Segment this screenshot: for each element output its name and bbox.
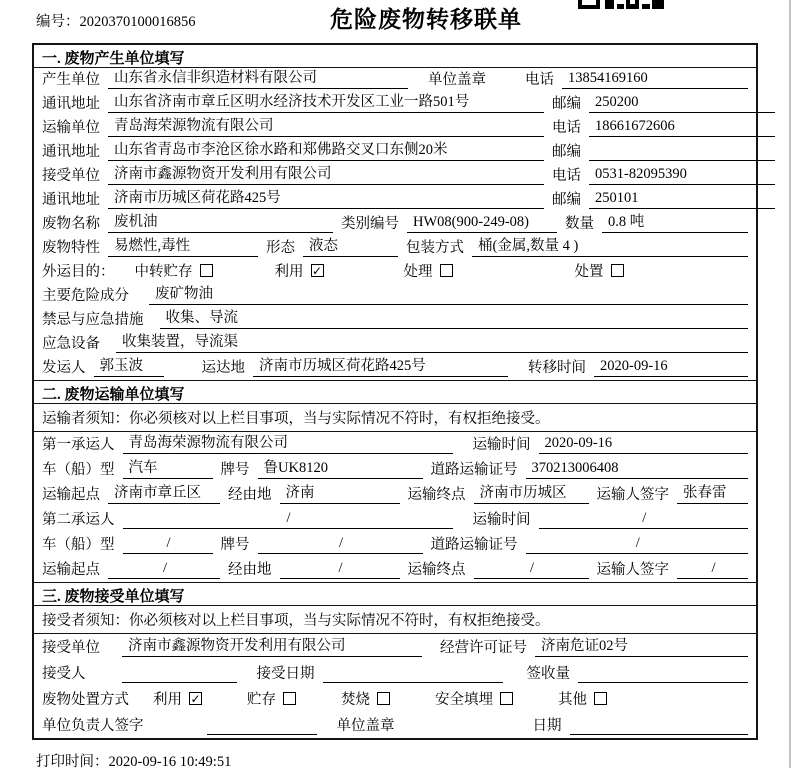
form-row bbox=[34, 236, 756, 260]
checkbox-disposal-other bbox=[558, 688, 607, 709]
page-edge-divider bbox=[789, 0, 791, 768]
field-producer-postcode: 250200 bbox=[589, 94, 775, 113]
field-destination: 济南市历城区荷花路425号 bbox=[253, 354, 508, 377]
form-row bbox=[34, 284, 756, 308]
field-carrier2-date: / bbox=[539, 510, 749, 529]
field-carrier1-plate: 鲁UK8120 bbox=[258, 456, 423, 479]
checkbox-disposal-incinerate bbox=[341, 688, 390, 709]
checkbox-purpose-treat bbox=[404, 260, 453, 281]
field-label: 接受人 bbox=[42, 666, 86, 682]
field-carrier1-signature: 张春雷 bbox=[677, 481, 748, 504]
field-label: 形态 bbox=[266, 240, 295, 256]
form-row bbox=[34, 457, 756, 482]
field-carrier2-endpoint: / bbox=[474, 560, 589, 579]
section-3 bbox=[34, 582, 756, 738]
disposal-utilize-label: 利用 bbox=[153, 692, 182, 708]
field-label: 数量 bbox=[565, 216, 594, 232]
field-label: 运输时间 bbox=[472, 512, 531, 528]
form-row bbox=[34, 212, 756, 236]
qr-code-fragment-icon bbox=[578, 0, 668, 10]
field-waste-packaging: 桶(金属,数量 4 ) bbox=[472, 234, 748, 257]
field-label: 运输起点 bbox=[42, 562, 100, 578]
disposal-incinerate-label: 焚烧 bbox=[341, 692, 370, 708]
section-1 bbox=[34, 45, 756, 380]
section-1-title: 一. 废物产生单位填写 bbox=[34, 45, 756, 68]
field-label: 产生单位 bbox=[42, 72, 100, 88]
form-row bbox=[34, 686, 756, 712]
field-waste-quantity: 0.8 吨 bbox=[602, 210, 748, 233]
field-waste-code: HW08(900-249-08) bbox=[407, 214, 557, 233]
field-label: 道路运输证号 bbox=[430, 462, 518, 478]
disposal-incinerate-checkbox-box bbox=[377, 692, 390, 705]
field-label: 通讯地址 bbox=[42, 144, 100, 160]
field-receiver-postcode: 250101 bbox=[589, 190, 775, 209]
field-producer-address: 山东省济南市章丘区明水经济技术开发区工业一路501号 bbox=[108, 90, 544, 113]
form-row bbox=[34, 92, 756, 116]
field-label: 邮编 bbox=[552, 144, 581, 160]
field-carrier1-vehicle: 汽车 bbox=[123, 456, 213, 479]
field-transporter-phone: 18661672606 bbox=[589, 118, 775, 137]
field-label: 通讯地址 bbox=[42, 192, 100, 208]
field-transfer-date: 2020-09-16 bbox=[594, 358, 748, 377]
field-precautions: 收集、导流 bbox=[160, 306, 749, 329]
field-waste-form: 液态 bbox=[303, 234, 398, 257]
field-label: 电话 bbox=[552, 120, 581, 136]
purpose-dispose-label: 处置 bbox=[574, 264, 604, 280]
purpose-transfer-storage-checkbox-box bbox=[200, 264, 213, 277]
checkbox-disposal-landfill bbox=[435, 688, 513, 709]
field-receiver-phone: 0531-82095390 bbox=[589, 166, 775, 185]
form-row bbox=[34, 188, 756, 212]
field-receiver-name: 济南市鑫源物资开发利用有限公司 bbox=[108, 162, 544, 185]
document-title: 危险废物转移联单 bbox=[330, 7, 522, 32]
form-row bbox=[34, 712, 756, 738]
field-label: 车（船）型 bbox=[42, 462, 115, 478]
form-row bbox=[34, 140, 756, 164]
print-time-value: 2020-09-16 10:49:51 bbox=[108, 754, 232, 770]
field-label: 运输时间 bbox=[472, 437, 531, 453]
field-label: 运输人签字 bbox=[596, 562, 669, 578]
form-row bbox=[34, 356, 756, 380]
field-label: 电话 bbox=[525, 72, 554, 88]
disposal-landfill-checkbox-box bbox=[500, 692, 513, 705]
field-responsible-signature bbox=[207, 716, 317, 735]
field-label: 废物特性 bbox=[42, 240, 100, 256]
field-label: 转移时间 bbox=[528, 360, 586, 376]
field-label: 牌号 bbox=[220, 462, 250, 478]
field-waste-characteristics: 易燃性,毒性 bbox=[108, 234, 258, 257]
purpose-dispose-checkbox-box bbox=[611, 264, 624, 277]
field-carrier2-via: / bbox=[280, 560, 400, 579]
form-row bbox=[34, 557, 756, 582]
field-label: 日期 bbox=[532, 718, 562, 734]
field-label: 单位负责人签字 bbox=[42, 718, 144, 734]
field-carrier2-name: / bbox=[123, 510, 453, 529]
field-carrier2-origin: / bbox=[108, 560, 220, 579]
field-label: 单位盖章 bbox=[428, 72, 486, 88]
field-label: 经营许可证号 bbox=[440, 640, 527, 656]
field-label: 运输人签字 bbox=[596, 487, 669, 503]
field-label: 接受单位 bbox=[42, 640, 100, 656]
form-row bbox=[34, 116, 756, 140]
field-transporter-postcode bbox=[589, 142, 775, 161]
purpose-utilize-checkbox-box: ✓ bbox=[311, 264, 323, 278]
field-label: 邮编 bbox=[552, 96, 581, 112]
form-row bbox=[34, 482, 756, 507]
field-label: 接受日期 bbox=[256, 666, 315, 682]
form-row bbox=[34, 332, 756, 356]
section-3-title: 三. 废物接受单位填写 bbox=[34, 583, 756, 606]
field-carrier1-endpoint: 济南市历城区 bbox=[474, 481, 589, 504]
form-row bbox=[34, 532, 756, 557]
form-row bbox=[34, 68, 756, 92]
field-carrier2-signature: / bbox=[677, 560, 748, 579]
field-label: 邮编 bbox=[552, 192, 581, 208]
field-label: 经由地 bbox=[228, 562, 272, 578]
doc-number-label: 编号： bbox=[36, 14, 80, 30]
field-label: 运达地 bbox=[201, 360, 245, 376]
field-label: 外运目的： bbox=[42, 264, 115, 280]
disposal-other-label: 其他 bbox=[558, 692, 587, 708]
field-carrier1-via: 济南 bbox=[280, 481, 400, 504]
field-label: 废物处置方式 bbox=[42, 692, 129, 708]
field-receiver-address: 济南市历城区荷花路425号 bbox=[108, 186, 544, 209]
field-label: 运输终点 bbox=[407, 487, 466, 503]
field-acceptor-name: 济南市鑫源物资开发利用有限公司 bbox=[122, 634, 422, 657]
document-header bbox=[0, 0, 796, 42]
form-row bbox=[34, 308, 756, 332]
checkbox-purpose-transfer-storage bbox=[135, 260, 213, 281]
field-main-hazard: 废矿物油 bbox=[149, 282, 748, 305]
section-3-notice: 接受者须知：你必须核对以上栏目事项，当与实际情况不符时，有权拒绝接受。 bbox=[34, 606, 756, 634]
print-time-label: 打印时间： bbox=[36, 754, 109, 770]
field-carrier1-origin: 济南市章丘区 bbox=[108, 481, 220, 504]
field-label: 第二承运人 bbox=[42, 512, 115, 528]
purpose-utilize-label: 利用 bbox=[274, 264, 304, 280]
field-consignor: 郭玉波 bbox=[94, 354, 164, 377]
checkbox-disposal-utilize bbox=[153, 688, 202, 709]
field-producer-name: 山东省永信非织造材料有限公司 bbox=[108, 66, 408, 89]
field-label: 第一承运人 bbox=[42, 437, 115, 453]
form-row bbox=[34, 260, 756, 284]
checkbox-purpose-dispose bbox=[575, 260, 624, 281]
field-acceptor-person bbox=[122, 664, 237, 683]
field-label: 包装方式 bbox=[406, 240, 464, 256]
field-sign-date bbox=[570, 716, 749, 735]
field-emergency-equipment: 收集装置，导流渠 bbox=[116, 330, 748, 353]
field-carrier2-plate: / bbox=[258, 535, 423, 554]
purpose-treat-checkbox-box bbox=[440, 264, 453, 277]
field-label: 经由地 bbox=[228, 487, 272, 503]
field-carrier1-permit: 370213006408 bbox=[526, 460, 749, 479]
field-label: 牌号 bbox=[220, 537, 250, 553]
field-carrier2-permit: / bbox=[526, 535, 749, 554]
section-2-title: 二. 废物运输单位填写 bbox=[34, 381, 756, 404]
field-received-quantity bbox=[578, 664, 748, 683]
section-2-notice: 运输者须知：你必须核对以上栏目事项，当与实际情况不符时，有权拒绝接受。 bbox=[34, 404, 756, 432]
field-label: 发运人 bbox=[42, 360, 86, 376]
field-label: 运输单位 bbox=[42, 120, 100, 136]
form-row bbox=[34, 164, 756, 188]
checkbox-disposal-storage bbox=[247, 688, 296, 709]
form-row bbox=[34, 660, 756, 686]
field-producer-phone: 13854169160 bbox=[562, 70, 748, 89]
purpose-treat-label: 处理 bbox=[403, 264, 433, 280]
field-transporter-name: 青岛海荣源物流有限公司 bbox=[108, 114, 544, 137]
field-label: 废物名称 bbox=[42, 216, 100, 232]
field-label: 道路运输证号 bbox=[430, 537, 518, 553]
form-row bbox=[34, 634, 756, 660]
disposal-other-checkbox-box bbox=[594, 692, 607, 705]
field-waste-name: 废机油 bbox=[108, 210, 333, 233]
purpose-transfer-storage-label: 中转贮存 bbox=[134, 264, 193, 280]
field-label: 接受单位 bbox=[42, 168, 100, 184]
field-label: 签收量 bbox=[526, 666, 570, 682]
disposal-landfill-label: 安全填埋 bbox=[435, 692, 493, 708]
field-label: 禁忌与应急措施 bbox=[42, 312, 144, 328]
manifest-form-table bbox=[32, 43, 758, 740]
field-label: 运输终点 bbox=[407, 562, 466, 578]
field-label: 通讯地址 bbox=[42, 96, 100, 112]
checkbox-purpose-utilize bbox=[275, 260, 324, 281]
section-2 bbox=[34, 380, 756, 582]
field-label: 车（船）型 bbox=[42, 537, 115, 553]
doc-number bbox=[36, 10, 196, 31]
field-accept-date bbox=[323, 664, 503, 683]
field-carrier1-name: 青岛海荣源物流有限公司 bbox=[123, 431, 453, 454]
disposal-storage-checkbox-box bbox=[283, 692, 296, 705]
doc-number-value: 2020370100016856 bbox=[79, 14, 196, 30]
field-label: 运输起点 bbox=[42, 487, 100, 503]
field-transporter-address: 山东省青岛市李沧区徐水路和郑佛路交叉口东侧20米 bbox=[108, 138, 544, 161]
form-row bbox=[34, 507, 756, 532]
field-label: 主要危险成分 bbox=[42, 288, 129, 304]
field-carrier1-date: 2020-09-16 bbox=[539, 435, 749, 454]
field-label: 单位盖章 bbox=[336, 718, 395, 734]
field-label: 电话 bbox=[552, 168, 581, 184]
field-carrier2-vehicle: / bbox=[123, 535, 213, 554]
form-row bbox=[34, 432, 756, 457]
field-operation-permit-no: 济南危证02号 bbox=[535, 634, 748, 657]
disposal-storage-label: 贮存 bbox=[247, 692, 276, 708]
field-label: 类别编号 bbox=[341, 216, 399, 232]
field-label: 应急设备 bbox=[42, 336, 100, 352]
disposal-utilize-checkbox-box: ✓ bbox=[190, 692, 201, 706]
